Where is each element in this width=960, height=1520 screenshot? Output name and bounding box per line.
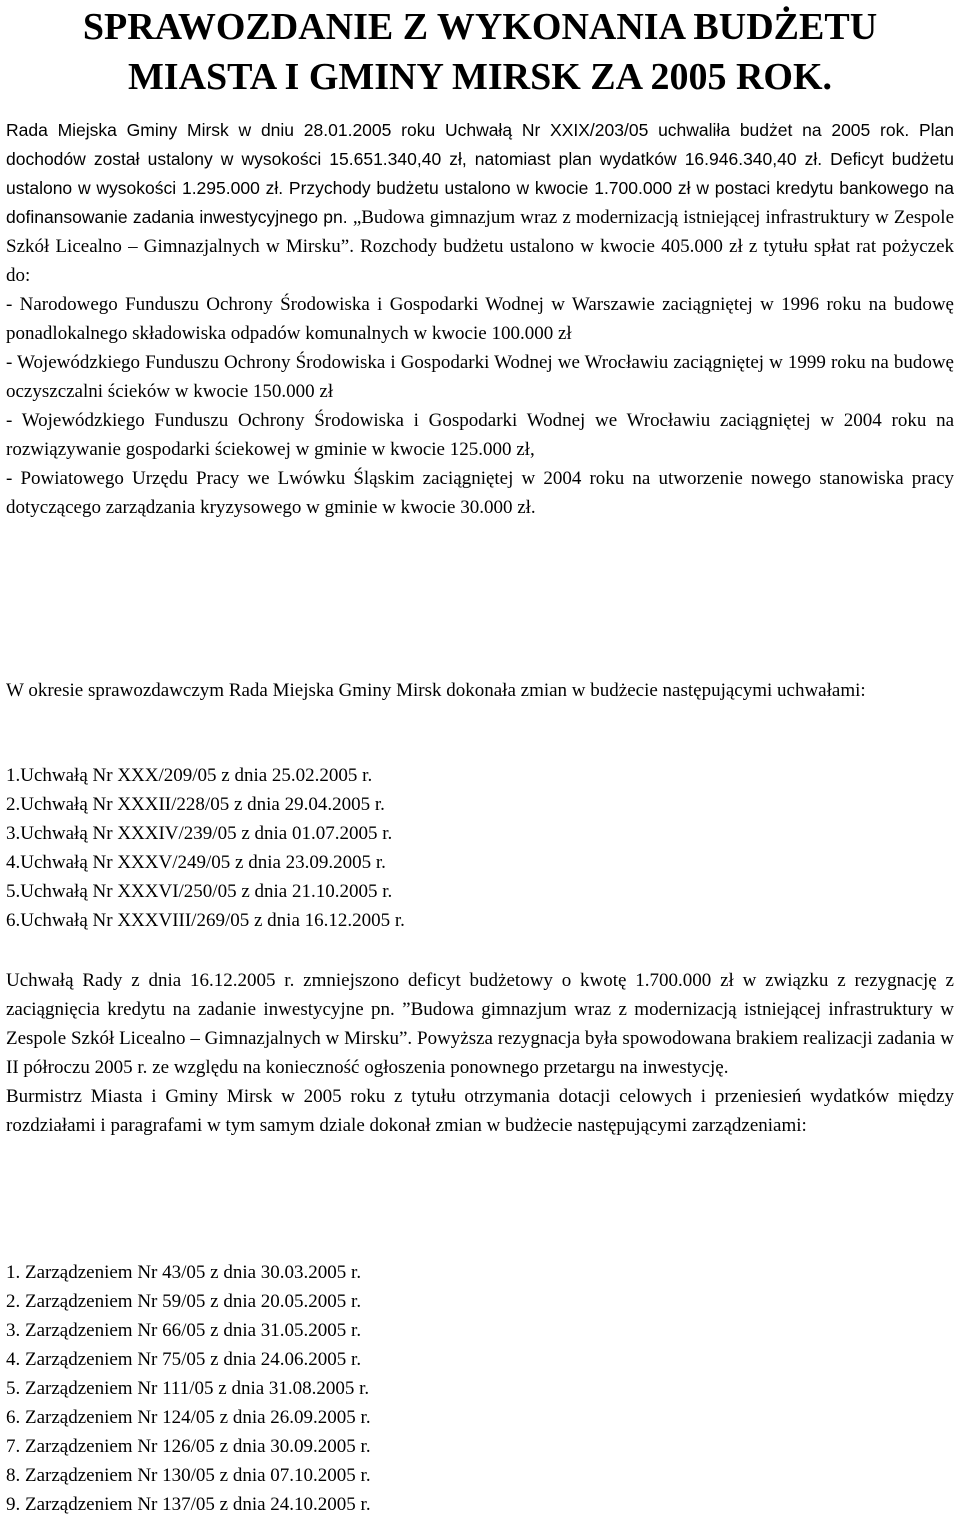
loan-item: - Powiatowego Urzędu Pracy we Lwówku Śląskim zaciągniętej w 2004 roku na utworzenie nowego stanowiska pracy dotyczącego zarządzania kryzysowego w gminie w kwocie 30.000 zł. (6, 468, 954, 518)
deficit-section (6, 966, 954, 1140)
intro-section (6, 116, 954, 522)
resolution-item: 6.Uchwałą Nr XXXVIII/269/05 z dnia 16.12.2005 r. (6, 910, 405, 931)
order-item: 8. Zarządzeniem Nr 130/05 z dnia 07.10.2005 r. (6, 1465, 371, 1486)
orders-list (6, 1258, 954, 1519)
orders-section (6, 1258, 954, 1519)
resolution-item: 2.Uchwałą Nr XXXII/228/05 z dnia 29.04.2005 r. (6, 794, 385, 815)
order-item: 2. Zarządzeniem Nr 59/05 z dnia 20.05.2005 r. (6, 1291, 362, 1312)
order-item: 3. Zarządzeniem Nr 66/05 z dnia 31.05.2005 r. (6, 1320, 362, 1341)
intro-text-part-3: Rozchody budżetu ustalono w kwocie 405.000 zł z tytułu spłat rat pożyczek do: (6, 236, 955, 286)
resolution-item: 4.Uchwałą Nr XXXV/249/05 z dnia 23.09.2005 r. (6, 852, 386, 873)
resolutions-list (6, 761, 954, 935)
resolutions-section (6, 761, 954, 935)
order-item: 6. Zarządzeniem Nr 124/05 z dnia 26.09.2005 r. (6, 1407, 371, 1428)
title-line-2: MIASTA I GMINY MIRSK ZA 2005 ROK. (127, 56, 833, 98)
resolution-item: 1.Uchwałą Nr XXX/209/05 z dnia 25.02.2005 r. (6, 765, 373, 786)
document-title (0, 0, 960, 102)
deficit-reduction-paragraph: Uchwałą Rady z dnia 16.12.2005 r. zmniejszono deficyt budżetowy o kwotę 1.700.000 zł w związku z rezygnację z zaciągnięcia kredytu na zadanie inwestycyjne pn. ”Budowa gimnazjum wraz z modernizacją istniejącej infrastruktury w Zespole Szkół Licealno – Gimnazjalnych w Mirsku”. Powyższa rezygnacja była spowodowana brakiem realizacji zadania w II półroczu 2005 r. ze względu na konieczność ogłoszenia ponownego przetargu na inwestycję. (6, 970, 954, 1078)
changes-intro-section (6, 676, 954, 705)
order-item: 1. Zarządzeniem Nr 43/05 z dnia 30.03.2005 r. (6, 1262, 362, 1283)
investment-task-name: „Budowa gimnazjum wraz z modernizacją istniejącej infrastruktury w Zespole Szkół Licealno – Gimnazjalnych w Mirsku”. (6, 207, 955, 257)
loan-item: - Wojewódzkiego Funduszu Ochrony Środowiska i Gospodarki Wodnej we Wrocławiu zaciągniętej w 1999 roku na budowę oczyszczalni ścieków w kwocie 150.000 zł (6, 352, 954, 402)
intro-text-part-1: Rada Miejska Gminy Mirsk w dniu 28.01.2005 roku Uchwałą Nr XXIX/203/05 uchwaliła budżet na 2005 rok. Plan dochodów został ustalony w wysokości 15.651.340,40 zł, natomiast plan wydatków 16.946.340,40 zł. Deficyt budżetu ustalono w wysokości 1.295.000 zł. Przychody budżetu ustalono w kwocie 1.700.000 zł w postaci kredytu bankowego na dofinansowanie zadania inwestycyjnego pn. (6, 120, 954, 227)
mayor-changes-paragraph: Burmistrz Miasta i Gminy Mirsk w 2005 roku z tytułu otrzymania dotacji celowych i przeniesień wydatków między rozdziałami i paragrafami w tym samym dziale dokonał zmian w budżecie następującymi zarządzeniami: (6, 1086, 954, 1136)
order-item: 5. Zarządzeniem Nr 111/05 z dnia 31.08.2005 r. (6, 1378, 370, 1399)
changes-intro-paragraph: W okresie sprawozdawczym Rada Miejska Gminy Mirsk dokonała zmian w budżecie następującymi uchwałami: (6, 680, 866, 701)
title-line-1: SPRAWOZDANIE Z WYKONANIA BUDŻETU (82, 6, 878, 48)
loan-item: - Wojewódzkiego Funduszu Ochrony Środowiska i Gospodarki Wodnej we Wrocławiu zaciągniętej w 2004 roku na rozwiązywanie gospodarki ściekowej w gminie w kwocie 125.000 zł, (6, 410, 954, 460)
loan-item: - Narodowego Funduszu Ochrony Środowiska i Gospodarki Wodnej w Warszawie zaciągniętej w 1996 roku na budowę ponadlokalnego składowiska odpadów komunalnych w kwocie 100.000 zł (6, 294, 954, 344)
resolution-item: 3.Uchwałą Nr XXXIV/239/05 z dnia 01.07.2005 r. (6, 823, 393, 844)
order-item: 7. Zarządzeniem Nr 126/05 z dnia 30.09.2005 r. (6, 1436, 371, 1457)
order-item: 4. Zarządzeniem Nr 75/05 z dnia 24.06.2005 r. (6, 1349, 362, 1370)
order-item: 9. Zarządzeniem Nr 137/05 z dnia 24.10.2005 r. (6, 1494, 371, 1515)
resolution-item: 5.Uchwałą Nr XXXVI/250/05 z dnia 21.10.2005 r. (6, 881, 393, 902)
budget-adoption-paragraph (6, 116, 954, 290)
